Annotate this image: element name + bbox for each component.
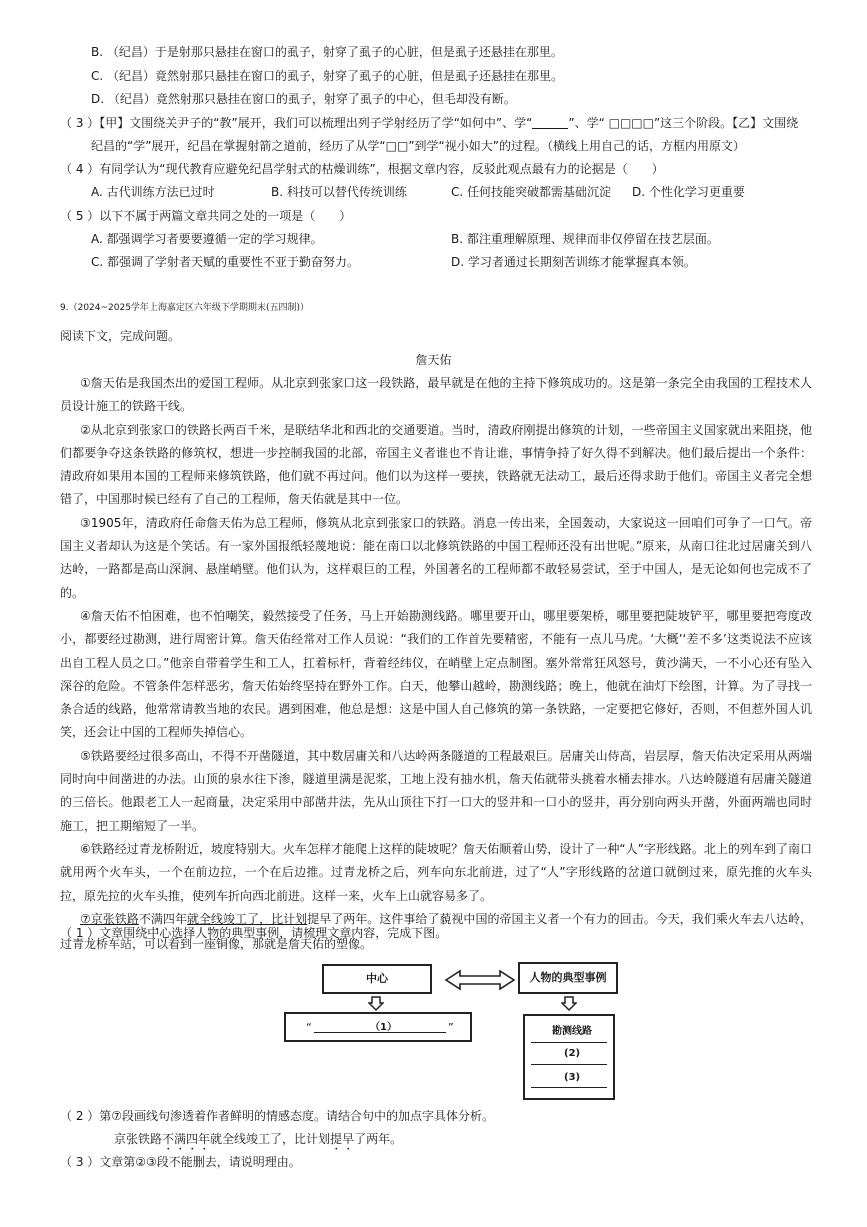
- quoted-dotted-d: 提早: [330, 1132, 355, 1146]
- option-d-prev: D. （纪昌）竟然射那只悬挂在窗口的虱子，射穿了虱子的中心，但毛却没有断。: [91, 92, 516, 106]
- question-5-option-c: C. 都强调了学射者天赋的重要性不亚于勤奋努力。: [91, 255, 360, 269]
- sub-question-1: （ 1 ）文章围绕中心选择人物的典型事例，请梳理文章内容，完成下图。: [60, 926, 448, 940]
- p7-dotted-b: 提: [307, 911, 320, 926]
- quoted-part-a: 京张铁路: [114, 1132, 163, 1146]
- blank-3-label: (3): [564, 1072, 581, 1083]
- question-3-line2: 纪昌的“学”展开，纪昌在掌握射箭之道前，经历了从学“□□”到学“视小如大”的过程。（横线上用自己的话，方框内用原文）: [91, 139, 745, 153]
- quoted-dotted-a: 不满四年: [162, 1132, 211, 1146]
- question-5-option-b: B. 都注重理解原理、规律而非仅停留在技艺层面。: [451, 232, 719, 246]
- question-5-option-d: D. 学习者通过长期刻苦训练才能掌握真本领。: [451, 255, 696, 269]
- question-4-stem: （ 4 ）有同学认为“现代教育应避免纪昌学射式的枯燥训练”，根据文章内容，反驳此观点最有力的论据是（ ）: [60, 162, 664, 176]
- question-3-text-b: ”、学“ □□□□”这三个阶段。【乙】文围绕: [568, 116, 799, 130]
- paragraph-6: ⑥铁路经过青龙桥附近，坡度特别大。火车怎样才能爬上这样的陡坡呢？詹天佑顺着山势，设计了一种“人”字形线路。北上的列车到了南口就用两个火车头，一个在前边拉，一个在后边推。过青龙桥之后，列车向东北前进，过了“人”字形线路的岔道口就倒过来，原先推的火车头拉，原先拉的火车头推，使列车折向西北前进。这样一来，火车上山就容易多了。: [60, 841, 812, 903]
- quote-close: ”: [448, 1021, 454, 1034]
- p7-underlined-b: 就全线竣工了，比计划: [186, 911, 308, 926]
- quoted-part-e: 了两年。: [354, 1132, 403, 1146]
- question-5-stem: （ 5 ）以下不属于两篇文章共同之处的一项是（ ）: [60, 209, 352, 223]
- article-body: [60, 372, 812, 956]
- blank-1-label: （1）: [370, 1022, 397, 1033]
- question-3-line1: [60, 112, 798, 135]
- double-arrow-icon: [444, 968, 516, 992]
- answer-blank[interactable]: [532, 114, 568, 129]
- question-3-text-a: 【甲】文围绕关尹子的“教”展开，我们可以梳理出列子学射经历了学“如何中”、学“: [99, 116, 533, 130]
- paragraph-3: ③1905年，清政府任命詹天佑为总工程师，修筑从北京到张家口的铁路。消息一传出来，全国轰动，大家说这一回咱们可争了一口气。帝国主义者却认为这是个笑话。有一家外国报纸轻蔑地说：能在南口以北修筑铁路的中国工程师还没有出世呢。”原来，从南口往北过居庸关到八达岭，一路都是高山深涧、悬崖峭壁。他们认为，这样艰巨的工程，外国著名的工程师都不敢轻易尝试，至于中国人，是无论如何也完成不了的。: [60, 515, 812, 600]
- down-arrow-icon-2: [561, 996, 577, 1012]
- question-9-source: 9.（2024~2025学年上海嘉定区六年级下学期期末(五四制)）: [60, 303, 309, 313]
- down-arrow-icon: [368, 996, 384, 1012]
- sub-question-2: （ 2 ）第⑦段画线句渗透着作者鲜明的情感态度。请结合句中的加点字具体分析。: [60, 1109, 495, 1123]
- p7-rest: 早了两年。这件事给了藐视中国的帝国主义者一个有力的回击。今天，我们乘火车去八达岭，过青龙桥车站，可以看到一座铜像，那就是詹天佑的塑像。: [60, 911, 812, 951]
- question-4-option-d: D. 个性化学习更重要: [632, 185, 745, 199]
- option-b-prev: B. （纪昌）于是射那只悬挂在窗口的虱子，射穿了虱子的心脏，但是虱子还悬挂在那里。: [91, 45, 563, 59]
- option-c-prev: C. （纪昌）竟然射那只悬挂在窗口的虱子，射穿了虱子的心脏，但是虱子还悬挂在那里。: [91, 69, 564, 83]
- mind-map-diagram: [278, 950, 623, 1105]
- paragraph-2: ②从北京到张家口的铁路长两百千米，是联结华北和西北的交通要道。当时，清政府刚提出修筑的计划，一些帝国主义国家就出来阻挠，他们都要争夺这条铁路的修筑权，想进一步控制我国的北部，帝国主义者谁也不肯让谁，事情争持了好久得不到解决。他们最后提出一个条件：清政府如果用本国的工程师来修筑铁路，他们就不再过问。他们以为这样一要挟，铁路就无法动工，最后还得求助于他们。帝国主义者完全想错了，中国那时候已经有了自己的工程师，詹天佑就是其中一位。: [60, 422, 812, 507]
- quote-open: “: [306, 1021, 312, 1034]
- center-label: 中心: [366, 972, 388, 986]
- p7-plain-b: 四年: [162, 911, 187, 926]
- sub-question-3: （ 3 ）文章第②③段不能删去，请说明理由。: [60, 1155, 301, 1169]
- events-label: 人物的典型事例: [529, 971, 607, 985]
- quoted-part-c: 就全线竣工了，比计划: [210, 1132, 331, 1146]
- event-line-2: [531, 1064, 607, 1065]
- event-line-3: [531, 1087, 607, 1088]
- paragraph-5: ⑤铁路要经过很多高山，不得不开凿隧道，其中数居庸关和八达岭两条隧道的工程最艰巨。居庸关山侍高，岩层厚，詹天佑决定采用从两端同时向中间凿进的办法。山顶的泉水往下渗，隧道里满是泥浆，工地上没有抽水机，詹天佑就带头挑着水桶去排水。八达岭隧道有居庸关隧道的三倍长。他跟老工人一起商量，决定采用中部凿井法，先从山顶往下打一口大的竖井和一口小的竖井，再分别向两头开凿，外面两端也同时施工，把工期缩短了一半。: [60, 748, 812, 833]
- question-5-option-a: A. 都强调学习者要要遵循一定的学习规律。: [91, 232, 323, 246]
- event-1-label: 勘测线路: [552, 1026, 592, 1037]
- center-box: [322, 964, 432, 994]
- blank-2-label: (2): [564, 1048, 581, 1059]
- reading-instruction: 阅读下文，完成问题。: [60, 329, 181, 343]
- article-title: 詹天佑: [415, 353, 452, 367]
- question-4-option-a: A. 古代训练方法已过时: [91, 185, 215, 199]
- events-box: [518, 962, 618, 994]
- question-3-number: （ 3 ）: [60, 116, 100, 130]
- p7-dotted-a: 满: [150, 911, 163, 926]
- quoted-sentence: [114, 1128, 402, 1153]
- p7-underlined-a: ⑦京张铁路: [80, 911, 139, 926]
- question-4-option-c: C. 任何技能突破都需基础沉淀: [451, 185, 612, 199]
- p7-plain-a: 不: [138, 911, 151, 926]
- paragraph-4: ④詹天佑不怕困难，也不怕嘲笑，毅然接受了任务，马上开始勘测线路。哪里要开山，哪里要架桥，哪里要把陡坡铲平，哪里要把弯度改小，都要经过勘测，进行周密计算。詹天佑经常对工作人员说：“我们的工作首先要精密，不能有一点儿马虎。‘大概’‘差不多’这类说法不应该出自工程人员之口。”他亲自带着学生和工人，扛着标杆，背着经纬仪，在峭壁上定点制图。塞外常常狂风怒号，黄沙满天，一不小心还有坠入深谷的危险。不管条件怎样恶劣，詹天佑始终坚持在野外工作。白天，他攀山越岭，勘测线路；晚上，他就在油灯下绘图，计算。为了寻找一条合适的线路，他常常请教当地的农民。遇到困难，他总是想：这是中国人自己修筑的第一条铁路，一定要把它修好，否则，不但惹外国人讥笑，还会让中国的工程师失掉信心。: [60, 608, 812, 740]
- question-4-option-b: B. 科技可以替代传统训练: [271, 185, 407, 199]
- paragraph-1: ①詹天佑是我国杰出的爱国工程师。从北京到张家口这一段铁路，最早就是在他的主持下修筑成功的。这是第一条完全由我国的工程技术人员设计施工的铁路干线。: [60, 376, 812, 414]
